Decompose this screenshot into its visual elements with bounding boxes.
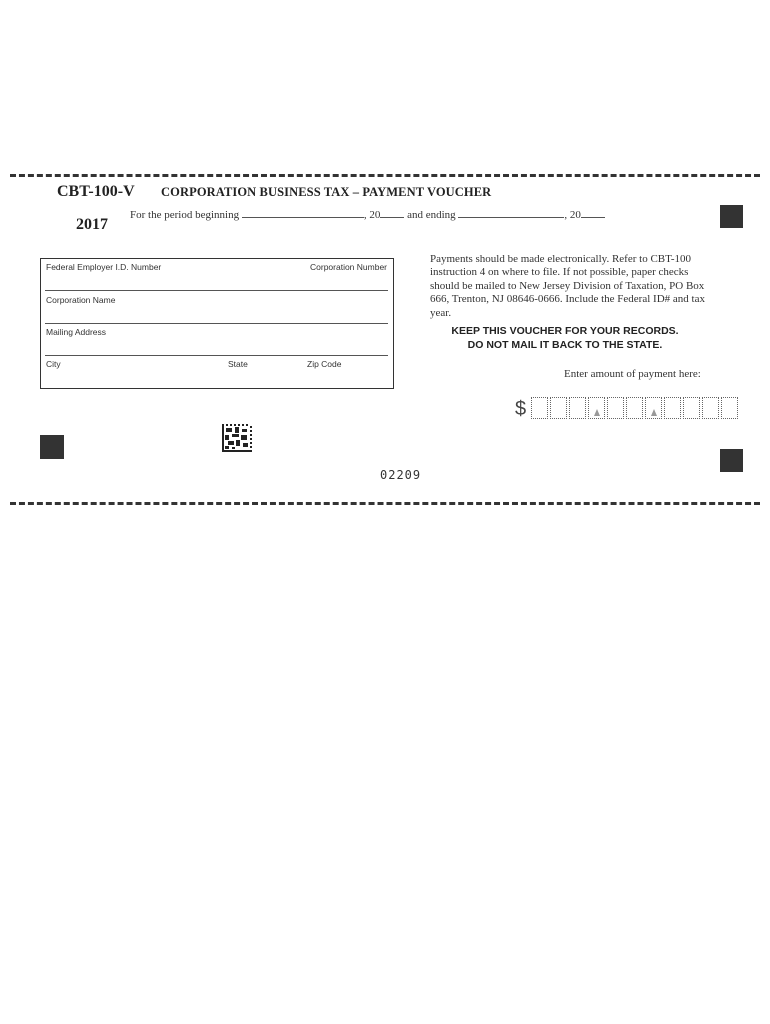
payment-prompt: Enter amount of payment here:	[564, 368, 701, 380]
form-id: CBT-100-V	[57, 183, 135, 200]
amount-digit-cell[interactable]	[645, 397, 662, 419]
state-label: State	[228, 359, 248, 369]
zip-label: Zip Code	[307, 359, 342, 369]
registration-mark-bottom-right	[720, 449, 743, 472]
amount-digit-cell[interactable]	[626, 397, 643, 419]
datamatrix-barcode	[222, 424, 252, 452]
voucher-title: CORPORATION BUSINESS TAX – PAYMENT VOUCHER	[161, 185, 492, 199]
amount-digit-cell[interactable]	[531, 397, 548, 419]
corp-name-field[interactable]	[45, 323, 388, 324]
payment-instructions: Payments should be made electronically. Refer to CBT-100 instruction 4 on where to file. If not possible, paper checks should be mailed to New Jersey Division of Taxation, PO Box 666, Trenton, NJ 08646-0666. Include the Federal ID# and tax year.	[430, 253, 705, 319]
period-end-year-field[interactable]	[581, 207, 605, 218]
period-and-ending: and ending	[407, 209, 456, 221]
tax-year: 2017	[76, 216, 108, 233]
amount-digit-cell[interactable]	[664, 397, 681, 419]
city-label: City	[46, 359, 61, 369]
amount-digit-cell[interactable]	[607, 397, 624, 419]
keep-voucher-notice	[420, 324, 710, 352]
amount-digit-cell[interactable]	[683, 397, 700, 419]
address-label: Mailing Address	[46, 327, 107, 337]
corp-number-label: Corporation Number	[310, 262, 388, 272]
keep-line-1: KEEP THIS VOUCHER FOR YOUR RECORDS.	[451, 325, 679, 337]
address-field[interactable]	[45, 355, 388, 356]
period-end-field[interactable]	[458, 207, 564, 218]
period-line	[130, 207, 605, 221]
dollar-sign: $	[515, 398, 527, 420]
period-begin-year-field[interactable]	[380, 207, 404, 218]
period-prefix: For the period beginning	[130, 209, 240, 221]
top-cut-line	[10, 174, 760, 177]
amount-digit-cell[interactable]	[569, 397, 586, 419]
registration-mark-bottom-left	[40, 435, 64, 459]
taxpayer-info-box	[40, 258, 394, 389]
payment-amount-input[interactable]	[531, 397, 740, 419]
corp-name-label: Corporation Name	[46, 295, 116, 305]
registration-mark-top-right	[720, 205, 743, 228]
amount-digit-cell[interactable]	[588, 397, 605, 419]
keep-line-2: DO NOT MAIL IT BACK TO THE STATE.	[467, 339, 663, 351]
fein-label: Federal Employer I.D. Number	[46, 262, 162, 272]
amount-digit-cell[interactable]	[702, 397, 719, 419]
amount-digit-cell[interactable]	[550, 397, 567, 419]
bottom-cut-line	[10, 502, 760, 505]
period-year-1-label: , 20	[363, 209, 381, 221]
fein-field[interactable]	[45, 290, 388, 291]
period-year-2-label: , 20	[564, 209, 581, 221]
amount-digit-cell[interactable]	[721, 397, 738, 419]
form-code: 02209	[380, 468, 422, 482]
period-begin-field[interactable]	[242, 207, 364, 218]
